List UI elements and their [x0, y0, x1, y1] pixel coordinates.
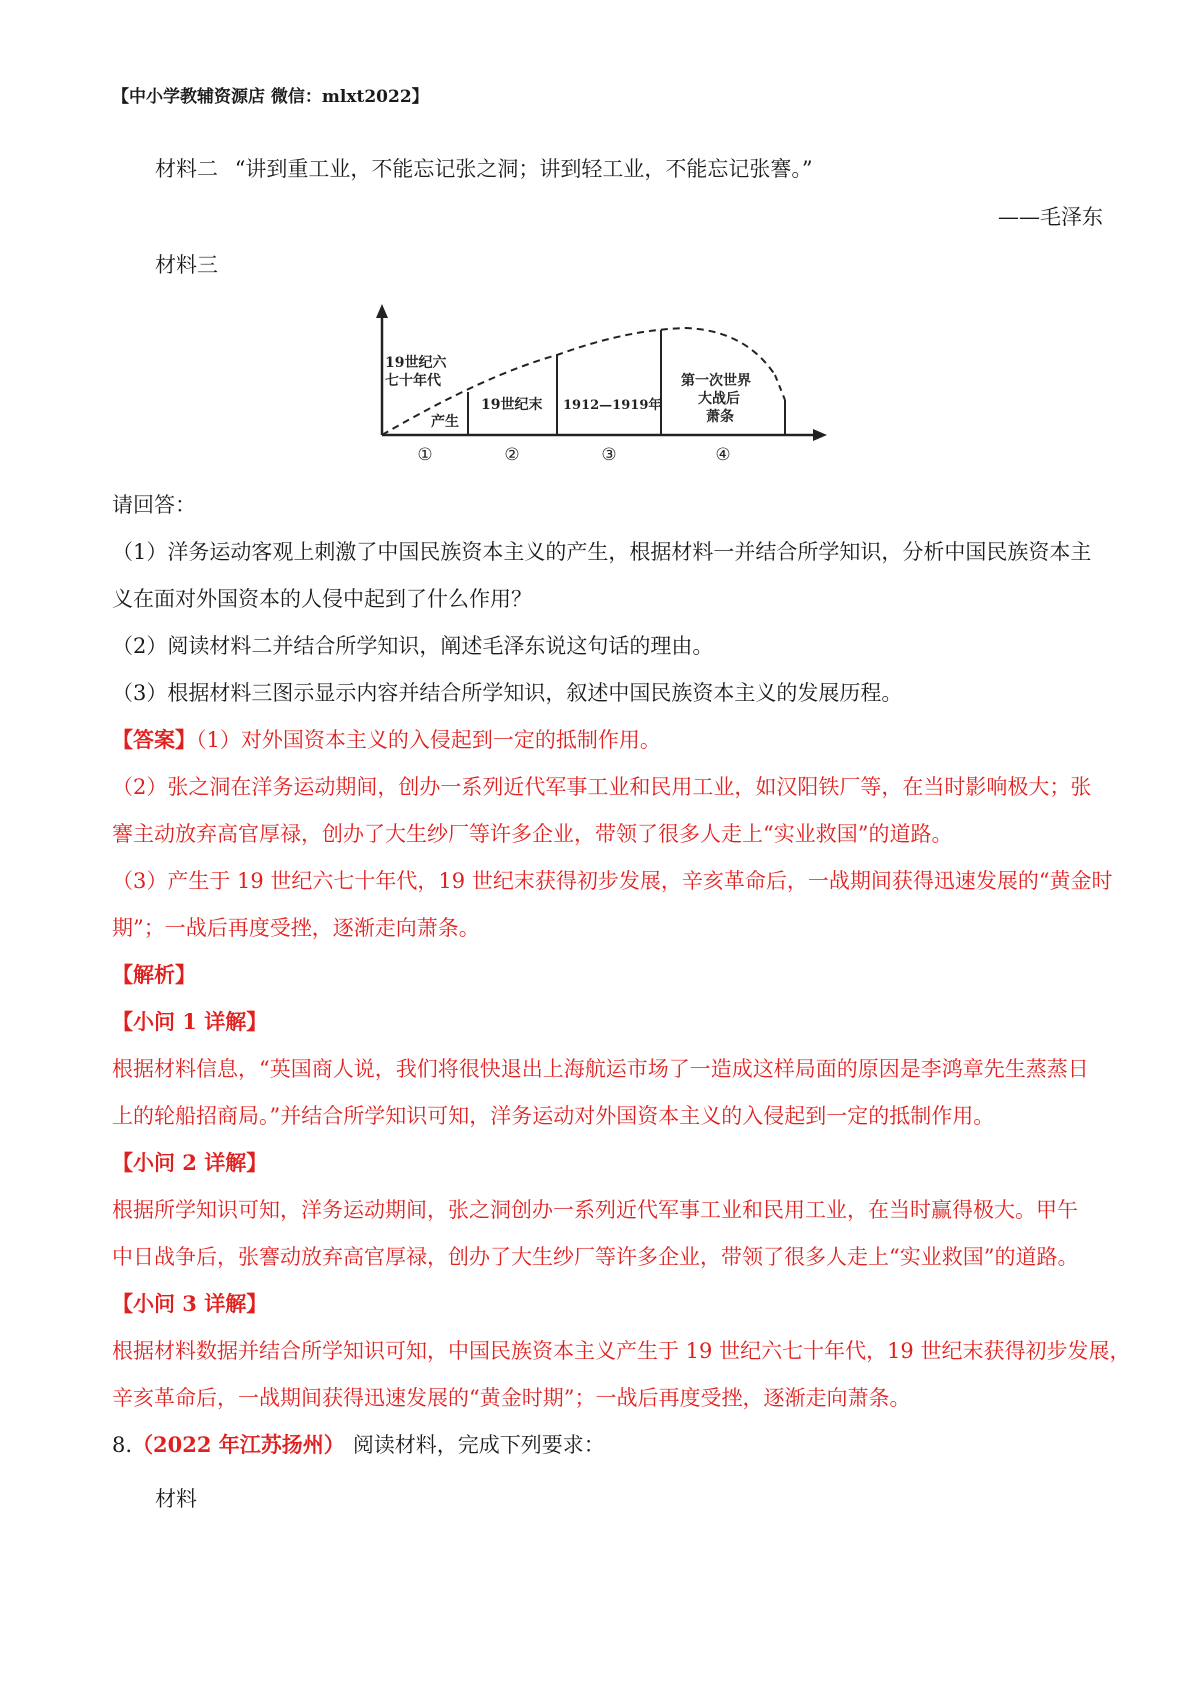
answer-2-line-2: 謇主动放弃高官厚禄，创办了大生纱厂等许多企业，带领了很多人走上“实业救国”的道路。: [112, 822, 953, 846]
question-8-number: 8.: [112, 1433, 133, 1457]
analysis-q1-line-1: 根据材料信息，“英国商人说，我们将很快退出上海航运市场了一造成这样局面的原因是李鸿章先生蒸蒸日: [112, 1057, 1089, 1081]
material2-label: 材料二: [155, 157, 218, 181]
analysis-q2-line-2: 中日战争后，张謇动放弃高官厚禄，创办了大生纱厂等许多企业，带领了很多人走上“实业救国”的道路。: [112, 1245, 1079, 1269]
analysis-q1-label: 【小问 1 详解】: [112, 1009, 268, 1034]
analysis-label: 【解析】: [112, 962, 196, 987]
development-diagram: [365, 300, 835, 475]
answer-3-line-1: （3）产生于 19 世纪六七十年代，19 世纪末获得初步发展，辛亥革命后，一战期间获得迅速发展的“黄金时: [112, 869, 1113, 893]
watermark-header: 【中小学教辅资源店 微信：mlxt2022】: [112, 87, 429, 107]
segment-2-label: 19世纪末: [481, 397, 543, 413]
question-8-material-label: 材料: [155, 1487, 197, 1511]
material3-label: 材料三: [155, 253, 218, 277]
segment-4-number: ④: [715, 445, 731, 465]
answer-3-line-2: 期”；一战后再度受挫，逐渐走向萧条。: [112, 916, 480, 940]
analysis-q1-line-2: 上的轮船招商局。”并结合所学知识可知，洋务运动对外国资本主义的入侵起到一定的抵制作用。: [112, 1104, 995, 1128]
question-8-source: （2022 年江苏扬州）: [132, 1432, 345, 1457]
segment-1-label-line-1: 19世纪六: [385, 355, 447, 371]
answer-1: （1）对外国资本主义的入侵起到一定的抵制作用。: [196, 728, 661, 752]
analysis-q2-line-1: 根据所学知识可知，洋务运动期间，张之洞创办一系列近代军事工业和民用工业，在当时赢得极大。甲午: [112, 1198, 1078, 1222]
answer-1-line: [112, 725, 661, 755]
material2-quote: “讲到重工业，不能忘记张之洞；讲到轻工业，不能忘记张謇。”: [234, 157, 813, 181]
segment-3-label: 1912—1919年: [563, 398, 662, 413]
segment-1-label-line-2: 七十年代: [385, 373, 441, 389]
segment-4-label-line-3: 萧条: [706, 409, 734, 425]
segment-1-sub-label: 产生: [431, 414, 459, 430]
segment-4-label-line-1: 第一次世界: [681, 373, 751, 389]
analysis-q2-label: 【小问 2 详解】: [112, 1150, 268, 1175]
material2-line: [155, 154, 813, 184]
question-1-line-1: （1）洋务运动客观上刺激了中国民族资本主义的产生，根据材料一并结合所学知识，分析中国民族资本主: [112, 540, 1092, 564]
analysis-q3-line-2: 辛亥革命后，一战期间获得迅速发展的“黄金时期”；一战后再度受挫，逐渐走向萧条。: [112, 1386, 911, 1410]
question-2: （2）阅读材料二并结合所学知识，阐述毛泽东说这句话的理由。: [112, 634, 714, 658]
segment-2-number: ②: [504, 445, 520, 465]
analysis-q3-label: 【小问 3 详解】: [112, 1291, 268, 1316]
prompt: 请回答：: [112, 493, 196, 517]
segment-1-number: ①: [417, 445, 433, 465]
segment-3-number: ③: [601, 445, 617, 465]
question-8-text: 阅读材料，完成下列要求：: [352, 1433, 605, 1457]
answer-label: 【答案】: [112, 727, 196, 752]
question-8-line: [112, 1430, 605, 1460]
analysis-q3-line-1: 根据材料数据并结合所学知识可知，中国民族资本主义产生于 19 世纪六七十年代，19 世纪末获得初步发展，: [112, 1339, 1131, 1363]
segment-4-label-line-2: 大战后: [698, 391, 740, 407]
question-3: （3）根据材料三图示显示内容并结合所学知识，叙述中国民族资本主义的发展历程。: [112, 681, 903, 705]
answer-2-line-1: （2）张之洞在洋务运动期间，创办一系列近代军事工业和民用工业，如汉阳铁厂等，在当时影响极大；张: [112, 775, 1092, 799]
question-1-line-2: 义在面对外国资本的人侵中起到了什么作用？: [112, 587, 532, 611]
material2-source: ——毛泽东: [998, 205, 1103, 229]
